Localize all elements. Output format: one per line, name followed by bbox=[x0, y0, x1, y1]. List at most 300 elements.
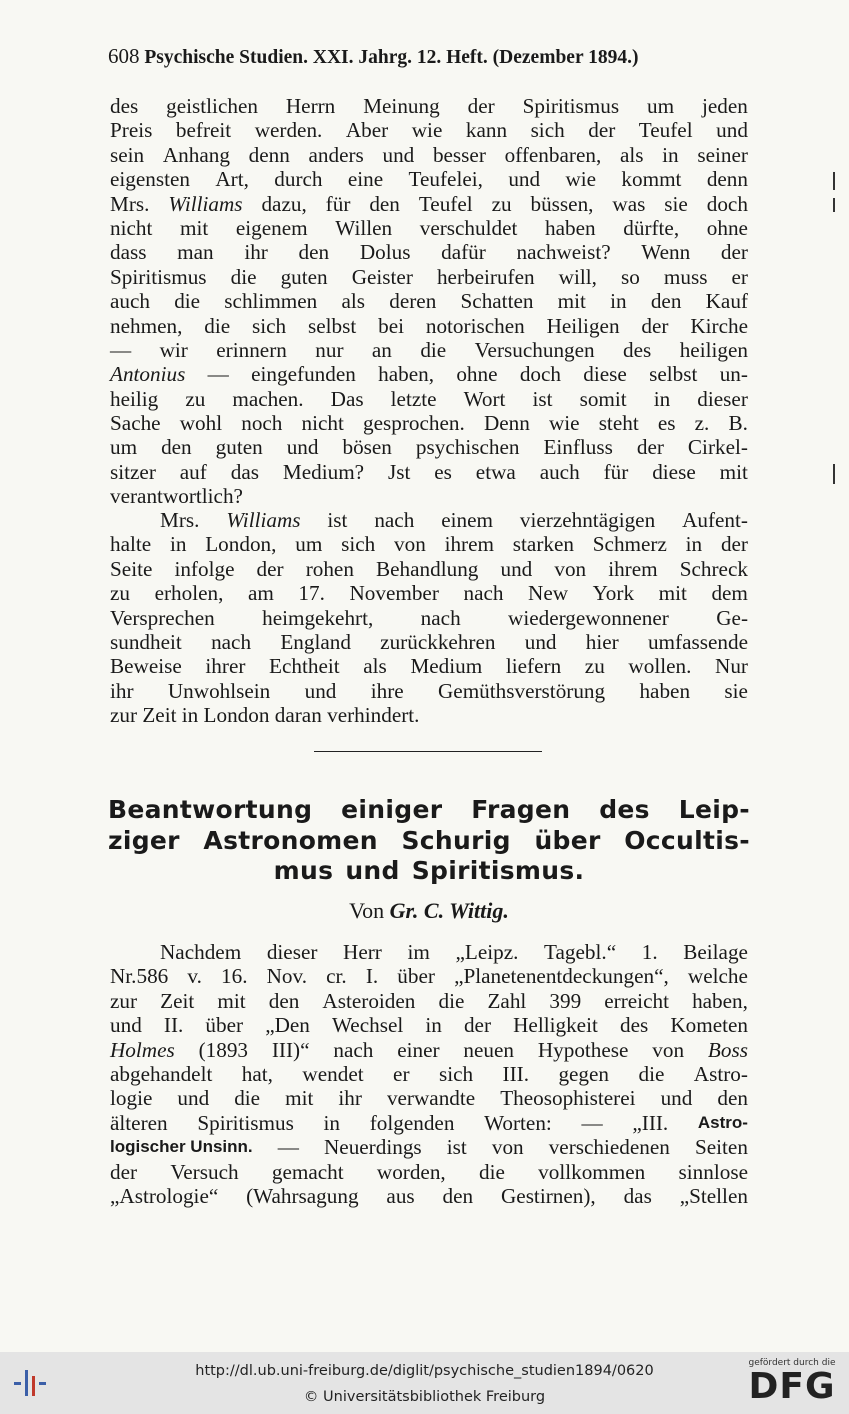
word: Das bbox=[330, 386, 364, 411]
word: Willen bbox=[335, 215, 393, 240]
word: Heiligen bbox=[546, 313, 620, 338]
word: nach bbox=[211, 629, 252, 654]
word: wie bbox=[411, 118, 443, 143]
word: „Astrologie“ bbox=[110, 1183, 219, 1208]
word: Spiritismus bbox=[110, 264, 207, 289]
word: ist bbox=[327, 508, 348, 532]
word: nach bbox=[463, 581, 504, 606]
word: sie bbox=[724, 678, 748, 703]
word: vierzehntägigen bbox=[519, 508, 656, 532]
word: „Stellen bbox=[679, 1183, 748, 1208]
word: mus bbox=[273, 856, 334, 885]
word: nach bbox=[374, 508, 415, 532]
text-line bbox=[110, 435, 748, 459]
word: starken bbox=[512, 532, 574, 557]
word: gegen bbox=[558, 1061, 610, 1086]
text-line bbox=[110, 989, 748, 1013]
word: Leip- bbox=[678, 795, 750, 824]
word: und bbox=[110, 1013, 142, 1038]
page-number: 608 bbox=[108, 44, 140, 68]
word: man bbox=[177, 240, 214, 265]
word: Spiritismus bbox=[197, 1110, 294, 1135]
word: als bbox=[619, 142, 644, 167]
word: nur bbox=[315, 337, 344, 362]
word: den bbox=[442, 1183, 474, 1208]
word: er bbox=[731, 264, 748, 289]
word: und bbox=[382, 142, 415, 167]
text-line bbox=[110, 362, 748, 386]
word: um bbox=[647, 94, 675, 118]
word: so bbox=[620, 264, 640, 289]
word: York bbox=[592, 581, 635, 606]
word: Anhang bbox=[162, 142, 230, 167]
running-title: Psychische Studien. XXI. Jahrg. 12. Heft. (Dezember 1894.) bbox=[144, 47, 639, 68]
word: jeden bbox=[702, 94, 748, 118]
word: verschiedenen bbox=[548, 1135, 670, 1160]
word: um bbox=[110, 435, 138, 460]
word: sie bbox=[664, 191, 688, 216]
word: Schreck bbox=[679, 556, 748, 581]
word: (1893 bbox=[198, 1037, 249, 1062]
word: guten bbox=[215, 435, 263, 460]
text-line bbox=[110, 411, 748, 435]
word: — bbox=[277, 1135, 299, 1160]
word: des bbox=[623, 337, 652, 362]
word: un- bbox=[719, 362, 748, 387]
word: „Planetenentdeckungen“, bbox=[454, 964, 669, 989]
word: der bbox=[256, 556, 284, 581]
word: 399 bbox=[549, 988, 582, 1013]
word: einem bbox=[441, 508, 493, 532]
text-line bbox=[110, 289, 748, 313]
article-title bbox=[108, 795, 750, 887]
word: wiedergewonnener bbox=[508, 605, 669, 630]
word: den bbox=[161, 435, 192, 460]
word: über bbox=[205, 1013, 244, 1038]
word: steht bbox=[598, 411, 639, 436]
word: den bbox=[650, 289, 682, 314]
word: in bbox=[653, 386, 671, 411]
word: Helligkeit bbox=[513, 1013, 598, 1038]
word: (Wahrsagung bbox=[246, 1183, 359, 1208]
word: in bbox=[662, 142, 679, 167]
text-line bbox=[110, 703, 748, 727]
word: London, bbox=[205, 532, 277, 557]
word: will, bbox=[558, 264, 597, 289]
word: ihr bbox=[338, 1086, 362, 1111]
word: über bbox=[397, 964, 435, 989]
word: November bbox=[349, 581, 439, 606]
word: ohne bbox=[706, 215, 748, 240]
word: Ge- bbox=[716, 605, 748, 630]
word: neuen bbox=[463, 1037, 514, 1062]
text-line bbox=[110, 557, 748, 581]
word: anders bbox=[308, 142, 364, 167]
word: der bbox=[641, 313, 669, 338]
text-line bbox=[110, 265, 748, 289]
word: Tagebl.“ bbox=[544, 940, 617, 964]
document-url[interactable]: http://dl.ub.uni-freiburg.de/diglit/psychische_studien1894/0620 bbox=[195, 1363, 654, 1379]
word: die bbox=[234, 1086, 261, 1111]
word: selbst bbox=[307, 313, 357, 338]
word: III)“ bbox=[271, 1037, 310, 1062]
word: nach bbox=[420, 605, 461, 630]
word: befreit bbox=[175, 118, 232, 143]
word: der bbox=[720, 240, 748, 265]
text-line bbox=[110, 940, 748, 964]
author-name: Gr. C. Wittig. bbox=[389, 898, 509, 923]
word: für bbox=[603, 459, 629, 484]
word: Beweise bbox=[110, 654, 182, 679]
word: haben, bbox=[378, 362, 435, 387]
word: haben bbox=[639, 678, 691, 703]
word: der bbox=[110, 1159, 138, 1184]
word: III. bbox=[502, 1061, 529, 1086]
word: auch bbox=[110, 289, 150, 314]
text-line bbox=[110, 1013, 748, 1037]
copyright-notice: © Universitätsbibliothek Freiburg bbox=[303, 1389, 546, 1405]
word: z. bbox=[694, 411, 710, 436]
word: als bbox=[341, 289, 366, 314]
byline-prefix: Von bbox=[349, 898, 385, 923]
word: mit bbox=[719, 459, 748, 484]
word: zu bbox=[491, 191, 512, 216]
title-line bbox=[108, 856, 750, 887]
word: 16. bbox=[221, 964, 248, 989]
word: notorischen bbox=[425, 313, 525, 338]
word: nicht bbox=[110, 215, 153, 240]
text-line bbox=[110, 314, 748, 338]
text-line bbox=[110, 387, 748, 411]
word: in bbox=[323, 1110, 341, 1135]
word: die bbox=[204, 313, 231, 338]
word: die bbox=[638, 1061, 665, 1086]
quoted-heading-fragment: logischer Unsinn. bbox=[110, 1137, 253, 1157]
word: New bbox=[528, 581, 569, 606]
word: Denn bbox=[483, 411, 530, 436]
word: zu bbox=[110, 581, 130, 606]
word: deren bbox=[389, 289, 437, 314]
word: letzte bbox=[390, 386, 437, 411]
word: den bbox=[268, 988, 300, 1013]
word: sich bbox=[530, 118, 565, 143]
word: über bbox=[534, 825, 601, 855]
word: Einfluss bbox=[543, 435, 613, 460]
word: dieser bbox=[266, 940, 318, 964]
word: kommt bbox=[621, 167, 682, 192]
word: Beantwortung bbox=[108, 795, 313, 824]
word: Theosophisterei bbox=[500, 1086, 636, 1111]
word: doch bbox=[519, 362, 561, 387]
word: 1. bbox=[641, 940, 658, 964]
word: ihre bbox=[370, 678, 404, 703]
text-line bbox=[110, 606, 748, 630]
word: rohen bbox=[305, 556, 354, 581]
word: Wort bbox=[463, 386, 506, 411]
word: Kauf bbox=[705, 289, 748, 314]
name-holmes: Holmes bbox=[110, 1037, 175, 1062]
word: den bbox=[717, 1086, 748, 1111]
section-separator-rule bbox=[314, 751, 542, 752]
text-line bbox=[110, 581, 748, 605]
word: Cirkel- bbox=[687, 435, 748, 460]
word: Schatten bbox=[460, 289, 534, 314]
word: somit bbox=[579, 386, 627, 411]
word: — bbox=[207, 362, 229, 387]
word: Teufelei, bbox=[408, 167, 483, 192]
word: infolge bbox=[174, 556, 235, 581]
word: wohl bbox=[179, 411, 223, 436]
word: eingefunden bbox=[251, 362, 356, 387]
byline bbox=[110, 897, 748, 925]
word: der bbox=[588, 118, 616, 143]
dfg-logo bbox=[745, 1358, 839, 1408]
word: aus bbox=[386, 1183, 415, 1208]
word: hier bbox=[585, 629, 619, 654]
word: dürfte, bbox=[623, 215, 680, 240]
word: Teufel bbox=[418, 191, 473, 216]
word: I. bbox=[365, 964, 379, 989]
word: was bbox=[612, 191, 646, 216]
word: und bbox=[304, 678, 337, 703]
name-williams: Williams bbox=[168, 191, 243, 216]
word: denn bbox=[706, 167, 748, 192]
word: sitzer bbox=[110, 459, 156, 484]
word: erholen, bbox=[154, 581, 224, 606]
word: umfassende bbox=[647, 629, 748, 654]
word: folgenden bbox=[369, 1110, 455, 1135]
word: Dolus bbox=[359, 240, 411, 265]
word: halte bbox=[110, 532, 152, 557]
word: zu bbox=[584, 654, 605, 679]
word: in bbox=[685, 532, 703, 557]
word: Medium? bbox=[282, 459, 365, 484]
word: Beilage bbox=[683, 940, 748, 964]
word: seiner bbox=[697, 142, 748, 167]
word: und bbox=[508, 167, 541, 192]
word: — bbox=[110, 337, 132, 362]
word: den bbox=[298, 240, 330, 265]
word: das bbox=[230, 459, 259, 484]
word: nicht bbox=[301, 411, 344, 436]
word: erinnern bbox=[216, 337, 287, 362]
word: — bbox=[581, 1110, 603, 1135]
word: die bbox=[420, 337, 447, 362]
word: Herr bbox=[343, 940, 382, 964]
word: sich bbox=[251, 313, 287, 338]
word: selbst bbox=[649, 362, 698, 387]
word: verantwortlich? bbox=[110, 484, 243, 509]
word: wollen. bbox=[628, 654, 692, 679]
name-williams: Williams bbox=[226, 508, 301, 532]
word: guten bbox=[280, 264, 328, 289]
word: besser bbox=[432, 142, 486, 167]
text-line bbox=[110, 484, 748, 508]
word: in bbox=[169, 532, 187, 557]
word: Mrs. bbox=[110, 191, 150, 216]
word: Wechsel bbox=[332, 1013, 404, 1038]
word: Zeit bbox=[160, 988, 195, 1013]
word: Mrs. bbox=[160, 508, 200, 532]
word: als bbox=[363, 654, 387, 679]
text-line bbox=[110, 338, 748, 362]
word: Gemüthsverstörung bbox=[438, 678, 606, 703]
word: Herrn bbox=[285, 94, 336, 118]
word: büssen, bbox=[530, 191, 594, 216]
word: mit bbox=[217, 988, 246, 1013]
word: einiger bbox=[341, 795, 443, 824]
word: verwandte bbox=[386, 1086, 476, 1111]
word: mit bbox=[285, 1086, 314, 1111]
text-line bbox=[110, 1086, 748, 1110]
word: ist bbox=[532, 386, 553, 411]
word: sinnlose bbox=[678, 1159, 748, 1184]
word: gesprochen. bbox=[363, 411, 465, 436]
word: des bbox=[619, 1013, 649, 1038]
word: Preis bbox=[110, 118, 153, 143]
word: Nr.586 bbox=[110, 964, 169, 989]
word: Occultis- bbox=[624, 825, 750, 855]
word: worden, bbox=[376, 1159, 446, 1184]
word: sich bbox=[341, 532, 376, 557]
word: und bbox=[177, 1086, 210, 1111]
word: wir bbox=[159, 337, 188, 362]
word: von bbox=[652, 1037, 685, 1062]
word: in bbox=[425, 1013, 442, 1038]
word: mit bbox=[557, 289, 586, 314]
word: etwa bbox=[475, 459, 516, 484]
word: Fragen bbox=[471, 795, 571, 824]
word: nehmen, bbox=[110, 313, 183, 338]
word: und bbox=[524, 629, 557, 654]
word: II. bbox=[163, 1013, 184, 1038]
word: vollkommen bbox=[538, 1159, 646, 1184]
word: dass bbox=[110, 240, 147, 265]
text-line bbox=[110, 1038, 748, 1062]
word: an bbox=[371, 337, 392, 362]
text-line bbox=[110, 240, 748, 264]
word: Versuchungen bbox=[474, 337, 595, 362]
paragraph-2 bbox=[110, 508, 748, 728]
word: schlimmen bbox=[224, 289, 318, 314]
text-line bbox=[110, 630, 748, 654]
margin-mark bbox=[833, 464, 835, 484]
word: gemacht bbox=[271, 1159, 344, 1184]
word: machen. bbox=[232, 386, 304, 411]
word: denn bbox=[248, 142, 290, 167]
word: Astronomen bbox=[203, 825, 378, 855]
word: es bbox=[657, 411, 676, 436]
word: diese bbox=[583, 362, 627, 387]
word: erreicht bbox=[604, 988, 669, 1013]
text-line bbox=[110, 216, 748, 240]
word: dafür bbox=[441, 240, 486, 265]
word: nach bbox=[333, 1037, 374, 1062]
word: ihr bbox=[110, 678, 134, 703]
word: ihrer bbox=[205, 654, 246, 679]
word: die bbox=[438, 988, 465, 1013]
text-line bbox=[110, 460, 748, 484]
word: heimgekehrt, bbox=[262, 605, 374, 630]
word: kann bbox=[465, 118, 508, 143]
word: v. bbox=[187, 964, 202, 989]
word: doch bbox=[706, 191, 748, 216]
word: der bbox=[636, 435, 664, 460]
word: 17. bbox=[298, 581, 325, 606]
word: heilig bbox=[110, 386, 159, 411]
word: Sache bbox=[110, 411, 161, 436]
word: Versuch bbox=[170, 1159, 239, 1184]
word: die bbox=[174, 289, 201, 314]
word: des bbox=[110, 94, 139, 118]
word: nachweist? bbox=[516, 240, 611, 265]
word: diese bbox=[652, 459, 696, 484]
word: zur Zeit in London daran verhindert. bbox=[110, 703, 420, 728]
word: eigensten bbox=[110, 167, 191, 192]
word: Schurig bbox=[401, 825, 511, 855]
word: Jst bbox=[387, 459, 411, 484]
paragraph-3 bbox=[110, 940, 748, 1208]
word: der bbox=[467, 94, 495, 118]
word: ist bbox=[446, 1135, 467, 1160]
word: ziger bbox=[108, 825, 180, 855]
paragraph-1 bbox=[110, 94, 748, 509]
word: und bbox=[716, 118, 748, 143]
word: bei bbox=[378, 313, 404, 338]
word: der bbox=[720, 532, 748, 557]
word: er bbox=[393, 1061, 410, 1086]
text-line bbox=[110, 654, 748, 678]
word: werden. bbox=[254, 118, 323, 143]
word: das bbox=[623, 1183, 652, 1208]
word: geistlichen bbox=[166, 94, 258, 118]
text-line bbox=[110, 1111, 748, 1135]
word: sich bbox=[438, 1061, 474, 1086]
word: Astro- bbox=[693, 1061, 748, 1086]
viewer-footer bbox=[0, 1352, 849, 1414]
margin-mark bbox=[833, 198, 835, 212]
word: mit bbox=[180, 215, 209, 240]
word: durch bbox=[274, 167, 323, 192]
word: die bbox=[230, 264, 257, 289]
word: von bbox=[394, 532, 426, 557]
word: ohne bbox=[456, 362, 498, 387]
name-boss: Boss bbox=[707, 1037, 748, 1062]
word: die bbox=[479, 1159, 505, 1184]
text-line bbox=[110, 192, 748, 216]
word: Kometen bbox=[670, 1013, 748, 1038]
text-line bbox=[110, 964, 748, 988]
word: dieser bbox=[697, 386, 748, 411]
word: Nachdem bbox=[160, 940, 242, 964]
word: Schmerz bbox=[592, 532, 667, 557]
word: und bbox=[660, 1086, 693, 1111]
dfg-caption: gefördert durch die bbox=[748, 1358, 836, 1368]
word: herbeirufen bbox=[436, 264, 535, 289]
word: wie bbox=[548, 411, 580, 436]
word: Hypothese bbox=[537, 1037, 629, 1062]
word: Zahl bbox=[487, 988, 527, 1013]
word: logie bbox=[110, 1086, 153, 1111]
word: abgehandelt bbox=[110, 1061, 213, 1086]
word: am bbox=[247, 581, 274, 606]
text-line bbox=[110, 532, 748, 556]
word: einer bbox=[397, 1037, 440, 1062]
dfg-wordmark: DFG bbox=[748, 1366, 836, 1407]
word: um bbox=[295, 532, 323, 557]
text-line bbox=[110, 1062, 748, 1086]
word: Worten: bbox=[484, 1110, 552, 1135]
